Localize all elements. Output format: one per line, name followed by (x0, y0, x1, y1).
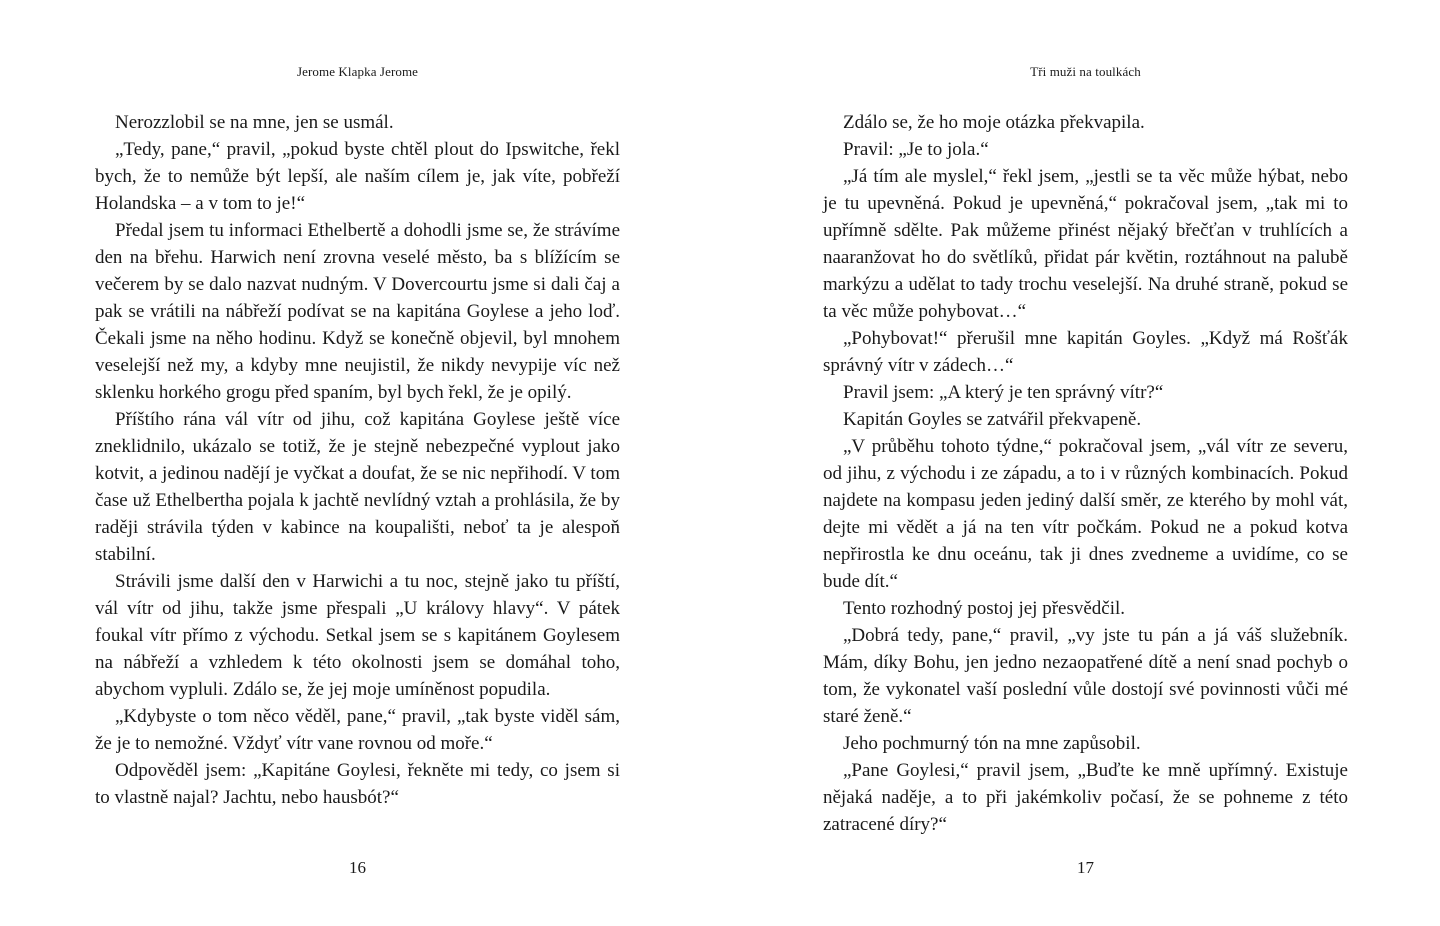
paragraph: Pravil jsem: „A který je ten správný vítr?“ (843, 382, 1164, 403)
paragraph: „V průběhu tohoto týdne,“ pokračoval jsem, „vál vítr ze severu, od jihu, z východu i ze západu, a to i v různých kombinacích. Pokud najdete na kompasu jeden jediný další směr, ze kterého by mohl vát, dejte mi vědět a já na ten vítr počkám. Pokud ne a pokud kotva nepřirostla ke dnu oceánu, tak ji dnes zvedneme a uvidíme, co se bude dít.“ (823, 436, 1348, 592)
right-page (823, 0, 1348, 926)
page-number: 16 (349, 858, 366, 877)
paragraph: „Pohybovat!“ přerušil mne kapitán Goyles. „Když má Rošťák správný vítr v zádech…“ (823, 328, 1348, 376)
running-head-title: Tři muži na toulkách (1030, 64, 1141, 79)
left-page-body (95, 109, 620, 811)
paragraph: „Dobrá tedy, pane,“ pravil, „vy jste tu pán a já váš služebník. Mám, díky Bohu, jen jedno nezaopatřené dítě a není snad pochyb o tom, že vykonatel vaší poslední vůle dostojí své povinnosti vůči mé staré ženě.“ (823, 625, 1348, 727)
paragraph: Předal jsem tu informaci Ethelbertě a dohodli jsme se, že strávíme den na břehu. Harwich není zrovna veselé město, ba s blížícím se večerem by se dalo nazvat nudným. V Dovercourtu jsme si dali čaj a pak se vrátili na nábřeží podívat se na kapitána Goylese a jeho loď. Čekali jsme na něho hodinu. Když se konečně objevil, byl mnohem veselejší než my, a kdyby mne neujistil, že nikdy nevypije víc než sklenku horkého grogu před spaním, byl bych řekl, že je opilý. (95, 220, 620, 403)
paragraph: Odpověděl jsem: „Kapitáne Goylesi, řekněte mi tedy, co jsem si to vlastně najal? Jachtu, nebo hausbót?“ (95, 760, 620, 808)
running-head-author: Jerome Klapka Jerome (296, 64, 419, 79)
paragraph: „Kdybyste o tom něco věděl, pane,“ pravil, „tak byste viděl sám, že je to nemožné. Vždyť vítr vane rovnou od moře.“ (95, 706, 620, 754)
left-page (95, 0, 620, 926)
paragraph: Zdálo se, že ho moje otázka překvapila. (843, 112, 1145, 133)
page-number: 17 (1077, 858, 1094, 877)
paragraph: Strávili jsme další den v Harwichi a tu noc, stejně jako tu příští, vál vítr od jihu, takže jsme přespali „U královy hlavy“. V pátek foukal vítr přímo z východu. Setkal jsem se s kapitánem Goylesem na nábřeží a vzhledem k této okolnosti jsem se domáhal toho, abychom vypluli. Zdálo se, že jej moje umíněnost popudila. (95, 571, 620, 700)
paragraph: Jeho pochmurný tón na mne zapůsobil. (843, 733, 1141, 754)
paragraph: „Já tím ale myslel,“ řekl jsem, „jestli se ta věc může hýbat, nebo je tu upevněná. Pokud je upevněná,“ pokračoval jsem, „tak mi to upřímně sdělte. Pak můžeme přinést nějaký břečťan v truhlících a naaranžovat ho do světlíků, přidat pár květin, roztáhnout na palubě markýzu a udělat to tady trochu veselejší. Na druhé straně, pokud se ta věc může pohybovat…“ (823, 166, 1348, 322)
paragraph: Příštího rána vál vítr od jihu, což kapitána Goylese ještě více zneklidnilo, ukázalo se totiž, že je stejně nebezpečné vyplout jako kotvit, a jedinou nadějí je vyčkat a doufat, že se nic nepřihodí. V tom čase už Ethelbertha pojala k jachtě nevlídný vztah a prohlásila, že by raději strávila týden v kabince na koupališti, neboť ta je alespoň stabilní. (95, 409, 620, 565)
paragraph: Kapitán Goyles se zatvářil překvapeně. (843, 409, 1142, 430)
paragraph: „Tedy, pane,“ pravil, „pokud byste chtěl plout do Ipswitche, řekl bych, že to nemůže být lepší, ale naším cílem je, jak víte, pobřeží Holandska – a v tom to je!“ (95, 139, 620, 214)
paragraph: Tento rozhodný postoj jej přesvědčil. (843, 598, 1126, 619)
paragraph: Nerozzlobil se na mne, jen se usmál. (115, 112, 394, 133)
paragraph: „Pane Goylesi,“ pravil jsem, „Buďte ke mně upřímný. Existuje nějaká naděje, a to při jakémkoliv počasí, že se pohneme z této zatracené díry?“ (823, 760, 1348, 835)
right-page-body (823, 109, 1348, 838)
paragraph: Pravil: „Je to jola.“ (843, 139, 989, 160)
